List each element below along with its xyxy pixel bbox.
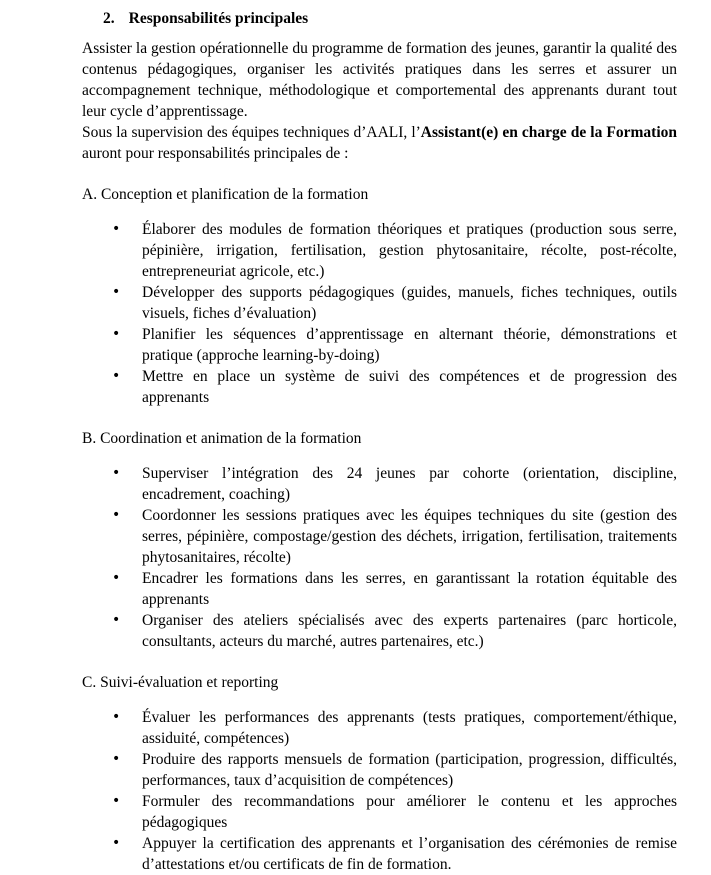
section-b-list [82, 463, 677, 652]
section-a-title: A. Conception et planification de la formation [82, 186, 369, 203]
section-a-list [82, 219, 677, 408]
list-item: • Appuyer la certification des apprenants et l’organisation des cérémonies de remise d’attestations et/ou certificats de fin de formation. [112, 833, 677, 875]
supervision-text-before: Sous la supervision des équipes techniques d’AALI, l’ [82, 124, 421, 141]
list-item: • Produire des rapports mensuels de formation (participation, progression, difficultés, performances, taux d’acquisition de compétences) [112, 749, 677, 791]
list-item: • Planifier les séquences d’apprentissage en alternant théorie, démonstrations et pratique (approche learning-by-doing) [112, 324, 677, 366]
list-item: • Évaluer les performances des apprenants (tests pratiques, comportement/éthique, assiduité, compétences) [112, 707, 677, 749]
list-item: • Encadrer les formations dans les serres, en garantissant la rotation équitable des apprenants [112, 568, 677, 610]
intro-paragraph: Assister la gestion opérationnelle du programme de formation des jeunes, garantir la qualité des contenus pédagogiques, organiser les activités pratiques dans les serres et assurer un accompagnement technique, méthodologique et comportemental des apprenants durant tout leur cycle d’apprentissage. [82, 40, 677, 120]
list-item: • Développer des supports pédagogiques (guides, manuels, fiches techniques, outils visuels, fiches d’évaluation) [112, 282, 677, 324]
heading-number: 2. [103, 10, 115, 27]
supervision-paragraph [82, 122, 677, 164]
list-item: • Coordonner les sessions pratiques avec les équipes techniques du site (gestion des serres, pépinière, compostage/gestion des déchets, irrigation, fertilisation, traitements phytosanitaires, récolte) [112, 505, 677, 568]
list-item: • Formuler des recommandations pour améliorer le contenu et les approches pédagogiques [112, 791, 677, 833]
supervision-text-after: auront pour responsabilités principales de : [82, 145, 349, 162]
page-title [103, 8, 677, 29]
list-item: • Mettre en place un système de suivi des compétences et de progression des apprenants [112, 366, 677, 408]
list-item: • Superviser l’intégration des 24 jeunes par cohorte (orientation, discipline, encadrement, coaching) [112, 463, 677, 505]
list-item: • Organiser des ateliers spécialisés avec des experts partenaires (parc horticole, consultants, acteurs du marché, autres partenaires, etc.) [112, 610, 677, 652]
section-c-title: C. Suivi-évaluation et reporting [82, 674, 279, 691]
section-b-title: B. Coordination et animation de la formation [82, 430, 362, 447]
supervision-role-bold: Assistant(e) en charge de la Formation [420, 124, 678, 141]
list-item: • Élaborer des modules de formation théoriques et pratiques (production sous serre, pépinière, irrigation, fertilisation, gestion phytosanitaire, récolte, post-récolte, entrepreneuriat agricole, etc.) [112, 219, 677, 282]
section-c-list [82, 707, 677, 875]
heading-label: Responsabilités principales [128, 10, 309, 27]
